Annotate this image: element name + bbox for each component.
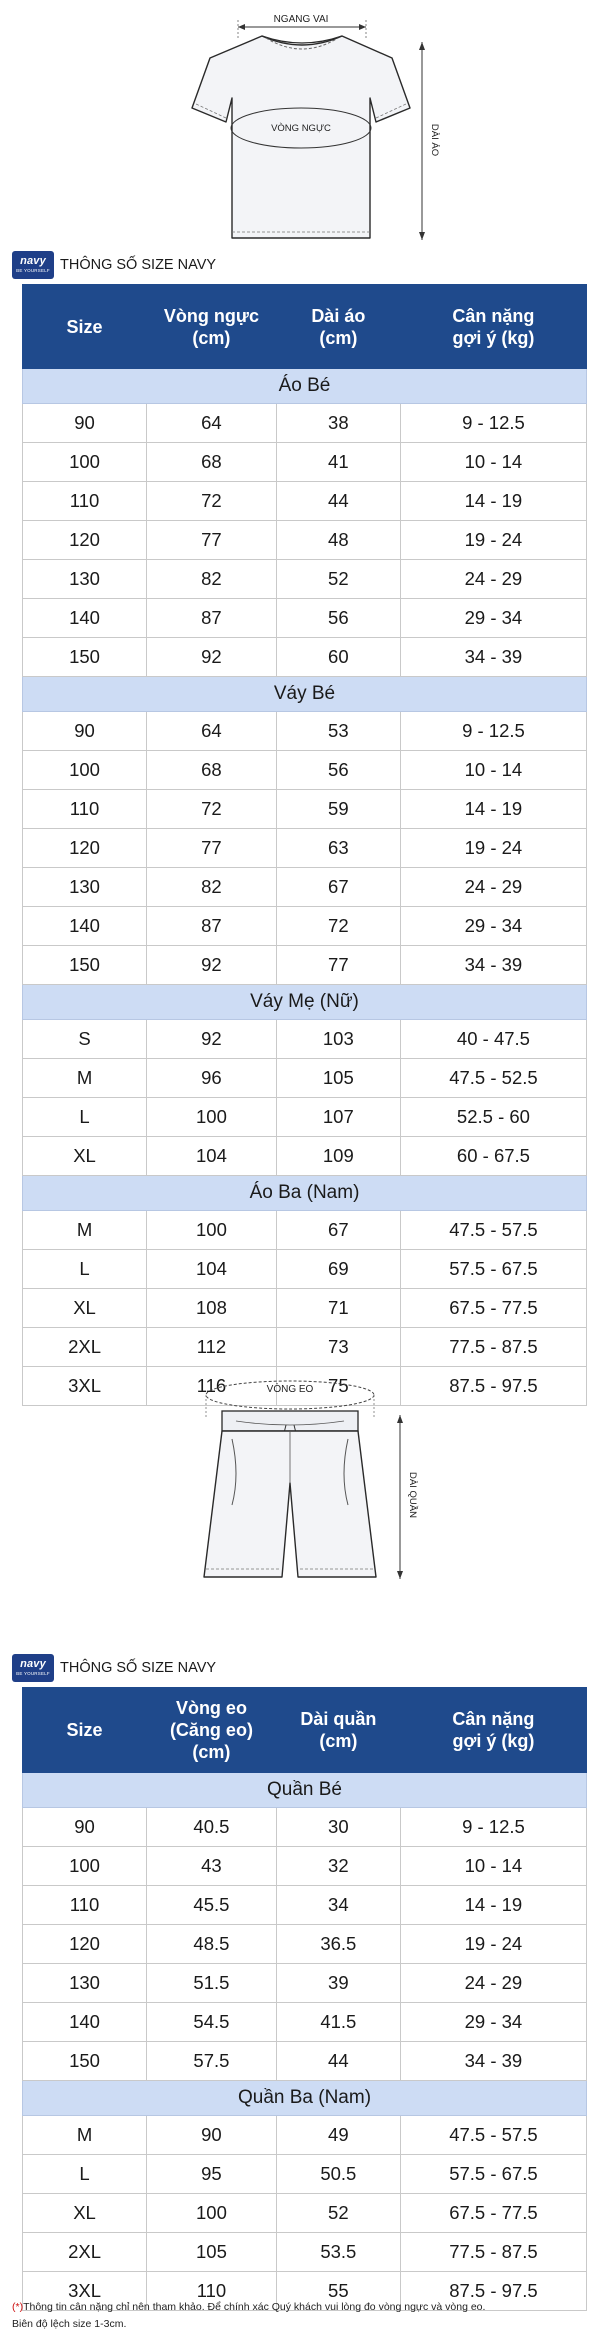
shirt-size-table xyxy=(22,284,587,1406)
table-cell: 130 xyxy=(23,560,147,599)
table-cell: 120 xyxy=(23,829,147,868)
table-row xyxy=(23,1211,587,1250)
table-cell: 55 xyxy=(276,2272,400,2311)
column-header: Dài quần (cm) xyxy=(276,1688,400,1773)
table-cell: XL xyxy=(23,2194,147,2233)
category-label: Quần Bé xyxy=(23,1773,587,1808)
table-cell: 40.5 xyxy=(147,1808,277,1847)
table-cell: 30 xyxy=(276,1808,400,1847)
table-cell: 29 - 34 xyxy=(400,2003,586,2042)
logo-tagline: BE YOURSELF xyxy=(16,1671,50,1677)
chest-label: VÒNG NGỰC xyxy=(271,123,331,134)
table-cell: 100 xyxy=(147,2194,277,2233)
table-cell: 150 xyxy=(23,946,147,985)
table-cell: 87 xyxy=(147,599,277,638)
table-cell: 44 xyxy=(276,2042,400,2081)
table-cell: 2XL xyxy=(23,1328,147,1367)
table-cell: 52 xyxy=(276,560,400,599)
table-row xyxy=(23,829,587,868)
table-cell: 103 xyxy=(276,1020,400,1059)
column-header: Size xyxy=(23,1688,147,1773)
table-cell: 92 xyxy=(147,638,277,677)
table-cell: 108 xyxy=(147,1289,277,1328)
table-cell: 47.5 - 57.5 xyxy=(400,2116,586,2155)
table-cell: 45.5 xyxy=(147,1886,277,1925)
table-cell: 29 - 34 xyxy=(400,599,586,638)
table-cell: 109 xyxy=(276,1137,400,1176)
table-cell: 2XL xyxy=(23,2233,147,2272)
table-cell: 95 xyxy=(147,2155,277,2194)
table-cell: 150 xyxy=(23,2042,147,2081)
table-cell: 77.5 - 87.5 xyxy=(400,1328,586,1367)
table-row xyxy=(23,482,587,521)
table-row xyxy=(23,599,587,638)
table-cell: 64 xyxy=(147,712,277,751)
table-row xyxy=(23,1964,587,2003)
table-cell: 72 xyxy=(147,482,277,521)
category-row xyxy=(23,369,587,404)
table-cell: XL xyxy=(23,1289,147,1328)
navy-logo xyxy=(12,251,54,279)
table-header-row xyxy=(23,285,587,369)
table-cell: 60 xyxy=(276,638,400,677)
column-header: Cân nặng gợi ý (kg) xyxy=(400,1688,586,1773)
category-label: Váy Bé xyxy=(23,677,587,712)
table-cell: 9 - 12.5 xyxy=(400,1808,586,1847)
shirt-diagram xyxy=(0,0,600,245)
table-cell: M xyxy=(23,1059,147,1098)
table-cell: 90 xyxy=(147,2116,277,2155)
table-cell: 24 - 29 xyxy=(400,1964,586,2003)
table-cell: 34 - 39 xyxy=(400,2042,586,2081)
table-cell: 10 - 14 xyxy=(400,1847,586,1886)
table-cell: 41.5 xyxy=(276,2003,400,2042)
table-row xyxy=(23,790,587,829)
column-header: Size xyxy=(23,285,147,369)
table-cell: 57.5 xyxy=(147,2042,277,2081)
table-cell: 19 - 24 xyxy=(400,1925,586,1964)
table-cell: 105 xyxy=(147,2233,277,2272)
table-cell: 104 xyxy=(147,1137,277,1176)
table-cell: 90 xyxy=(23,1808,147,1847)
table-cell: XL xyxy=(23,1137,147,1176)
table-cell: 100 xyxy=(147,1098,277,1137)
table-cell: 87 xyxy=(147,907,277,946)
shirt-length-label: DÀI ÁO xyxy=(429,123,440,157)
table-cell: M xyxy=(23,1211,147,1250)
table-cell: 90 xyxy=(23,404,147,443)
table-row xyxy=(23,1137,587,1176)
table-cell: 92 xyxy=(147,1020,277,1059)
table-cell: 72 xyxy=(276,907,400,946)
table-cell: 107 xyxy=(276,1098,400,1137)
table-cell: 40 - 47.5 xyxy=(400,1020,586,1059)
table-cell: 29 - 34 xyxy=(400,907,586,946)
footnote-marker: (*) xyxy=(12,2301,24,2313)
table-cell: 56 xyxy=(276,751,400,790)
table-cell: 14 - 19 xyxy=(400,790,586,829)
table-row xyxy=(23,2194,587,2233)
table-cell: 10 - 14 xyxy=(400,443,586,482)
table-cell: 64 xyxy=(147,404,277,443)
table-cell: 24 - 29 xyxy=(400,868,586,907)
category-row xyxy=(23,677,587,712)
table-cell: 49 xyxy=(276,2116,400,2155)
category-row xyxy=(23,2081,587,2116)
table-row xyxy=(23,1886,587,1925)
brand-header-top xyxy=(12,250,216,280)
table-cell: 82 xyxy=(147,868,277,907)
table-row xyxy=(23,1847,587,1886)
table-cell: 140 xyxy=(23,2003,147,2042)
table-cell: 53 xyxy=(276,712,400,751)
shirt-illustration xyxy=(0,0,600,245)
table-cell: 104 xyxy=(147,1250,277,1289)
table-row xyxy=(23,1020,587,1059)
table-cell: 56 xyxy=(276,599,400,638)
table-cell: 10 - 14 xyxy=(400,751,586,790)
table-cell: 38 xyxy=(276,404,400,443)
table-cell: 100 xyxy=(23,751,147,790)
shoulder-width-label: NGANG VAI xyxy=(273,14,329,25)
table-cell: L xyxy=(23,2155,147,2194)
table-row xyxy=(23,1808,587,1847)
table-cell: 112 xyxy=(147,1328,277,1367)
table-cell: 71 xyxy=(276,1289,400,1328)
table-cell: 140 xyxy=(23,599,147,638)
table-row xyxy=(23,638,587,677)
table-cell: 75 xyxy=(276,1367,400,1406)
column-header: Vòng ngực (cm) xyxy=(147,285,277,369)
category-label: Váy Mẹ (Nữ) xyxy=(23,985,587,1020)
table-cell: 19 - 24 xyxy=(400,521,586,560)
table-cell: 130 xyxy=(23,868,147,907)
table-cell: 110 xyxy=(147,2272,277,2311)
table-cell: 140 xyxy=(23,907,147,946)
table-row xyxy=(23,907,587,946)
table-cell: 67 xyxy=(276,868,400,907)
logo-text: navy xyxy=(20,255,46,268)
table-cell: 41 xyxy=(276,443,400,482)
table-cell: 100 xyxy=(23,443,147,482)
table-cell: L xyxy=(23,1098,147,1137)
table-cell: 48 xyxy=(276,521,400,560)
shorts-illustration xyxy=(0,1365,600,1590)
table-cell: 14 - 19 xyxy=(400,1886,586,1925)
table-cell: 77.5 - 87.5 xyxy=(400,2233,586,2272)
waist-label: VÒNG EO xyxy=(266,1384,314,1395)
table-cell: 87.5 - 97.5 xyxy=(400,2272,586,2311)
table-cell: 50.5 xyxy=(276,2155,400,2194)
table-row xyxy=(23,946,587,985)
table-cell: 19 - 24 xyxy=(400,829,586,868)
table-cell: 9 - 12.5 xyxy=(400,404,586,443)
table-cell: 57.5 - 67.5 xyxy=(400,2155,586,2194)
table-cell: 24 - 29 xyxy=(400,560,586,599)
table-cell: 53.5 xyxy=(276,2233,400,2272)
table-row xyxy=(23,712,587,751)
table-cell: 36.5 xyxy=(276,1925,400,1964)
table-cell: 34 - 39 xyxy=(400,638,586,677)
table-cell: 63 xyxy=(276,829,400,868)
navy-logo xyxy=(12,1654,54,1682)
footnote-text: Thông tin cân nặng chỉ nên tham khảo. Để chính xác Quý khách vui lòng đo vòng ngực và vòng eo. xyxy=(23,2301,486,2313)
category-row xyxy=(23,985,587,1020)
table-row xyxy=(23,2116,587,2155)
table-cell: 130 xyxy=(23,1964,147,2003)
section-title: THÔNG SỐ SIZE NAVY xyxy=(60,257,217,273)
table-cell: 67.5 - 77.5 xyxy=(400,1289,586,1328)
table-cell: 67 xyxy=(276,1211,400,1250)
table-row xyxy=(23,868,587,907)
table-cell: 116 xyxy=(147,1367,277,1406)
table-cell: 120 xyxy=(23,1925,147,1964)
logo-tagline: BE YOURSELF xyxy=(16,268,50,274)
table-header-row xyxy=(23,1688,587,1773)
table-cell: 110 xyxy=(23,1886,147,1925)
table-cell: 57.5 - 67.5 xyxy=(400,1250,586,1289)
category-label: Quần Ba (Nam) xyxy=(23,2081,587,2116)
table-cell: 59 xyxy=(276,790,400,829)
table-row xyxy=(23,2233,587,2272)
table-row xyxy=(23,404,587,443)
section-title: THÔNG SỐ SIZE NAVY xyxy=(60,1660,217,1676)
table-row xyxy=(23,751,587,790)
shorts-length-label: DÀI QUẦN xyxy=(407,1472,418,1518)
table-cell: S xyxy=(23,1020,147,1059)
table-cell: 87.5 - 97.5 xyxy=(400,1367,586,1406)
footnote-text-2: Biên độ lệch size 1-3cm. xyxy=(12,2318,127,2330)
table-cell: 77 xyxy=(147,521,277,560)
category-row xyxy=(23,1176,587,1211)
table-cell: 44 xyxy=(276,482,400,521)
table-cell: 68 xyxy=(147,751,277,790)
table-cell: 69 xyxy=(276,1250,400,1289)
table-cell: M xyxy=(23,2116,147,2155)
table-row xyxy=(23,443,587,482)
column-header: Vòng eo (Căng eo) (cm) xyxy=(147,1688,277,1773)
table-cell: 60 - 67.5 xyxy=(400,1137,586,1176)
table-cell: 110 xyxy=(23,482,147,521)
table-cell: 34 - 39 xyxy=(400,946,586,985)
table-row xyxy=(23,1250,587,1289)
table-cell: 52 xyxy=(276,2194,400,2233)
table-row xyxy=(23,2155,587,2194)
table-cell: 67.5 - 77.5 xyxy=(400,2194,586,2233)
brand-header-bottom xyxy=(12,1653,216,1683)
table-row xyxy=(23,521,587,560)
table-cell: 120 xyxy=(23,521,147,560)
table-row xyxy=(23,560,587,599)
table-cell: 92 xyxy=(147,946,277,985)
table-cell: 54.5 xyxy=(147,2003,277,2042)
table-cell: 73 xyxy=(276,1328,400,1367)
shorts-diagram xyxy=(0,1365,600,1590)
table-cell: 110 xyxy=(23,790,147,829)
table-cell: 47.5 - 52.5 xyxy=(400,1059,586,1098)
category-row xyxy=(23,1773,587,1808)
table-cell: 105 xyxy=(276,1059,400,1098)
table-cell: 77 xyxy=(147,829,277,868)
table-row xyxy=(23,1925,587,1964)
table-row xyxy=(23,2042,587,2081)
table-cell: 3XL xyxy=(23,1367,147,1406)
table-row xyxy=(23,2003,587,2042)
table-cell: 9 - 12.5 xyxy=(400,712,586,751)
table-cell: 14 - 19 xyxy=(400,482,586,521)
table-cell: 96 xyxy=(147,1059,277,1098)
table-cell: 51.5 xyxy=(147,1964,277,2003)
category-label: Áo Bé xyxy=(23,369,587,404)
table-cell: 77 xyxy=(276,946,400,985)
table-cell: 3XL xyxy=(23,2272,147,2311)
table-cell: 47.5 - 57.5 xyxy=(400,1211,586,1250)
table-cell: 39 xyxy=(276,1964,400,2003)
table-cell: 90 xyxy=(23,712,147,751)
column-header: Dài áo (cm) xyxy=(276,285,400,369)
table-row xyxy=(23,1289,587,1328)
table-cell: 32 xyxy=(276,1847,400,1886)
table-cell: 82 xyxy=(147,560,277,599)
table-cell: 100 xyxy=(147,1211,277,1250)
table-row xyxy=(23,1059,587,1098)
table-cell: 34 xyxy=(276,1886,400,1925)
table-cell: 52.5 - 60 xyxy=(400,1098,586,1137)
table-cell: 150 xyxy=(23,638,147,677)
logo-text: navy xyxy=(20,1658,46,1671)
category-label: Áo Ba (Nam) xyxy=(23,1176,587,1211)
table-cell: 48.5 xyxy=(147,1925,277,1964)
footnote xyxy=(12,2299,592,2333)
table-row xyxy=(23,1328,587,1367)
table-cell: 68 xyxy=(147,443,277,482)
table-cell: 43 xyxy=(147,1847,277,1886)
column-header: Cân nặng gợi ý (kg) xyxy=(400,285,586,369)
table-cell: L xyxy=(23,1250,147,1289)
table-row xyxy=(23,1098,587,1137)
shorts-size-table xyxy=(22,1687,587,2311)
table-cell: 72 xyxy=(147,790,277,829)
table-cell: 100 xyxy=(23,1847,147,1886)
